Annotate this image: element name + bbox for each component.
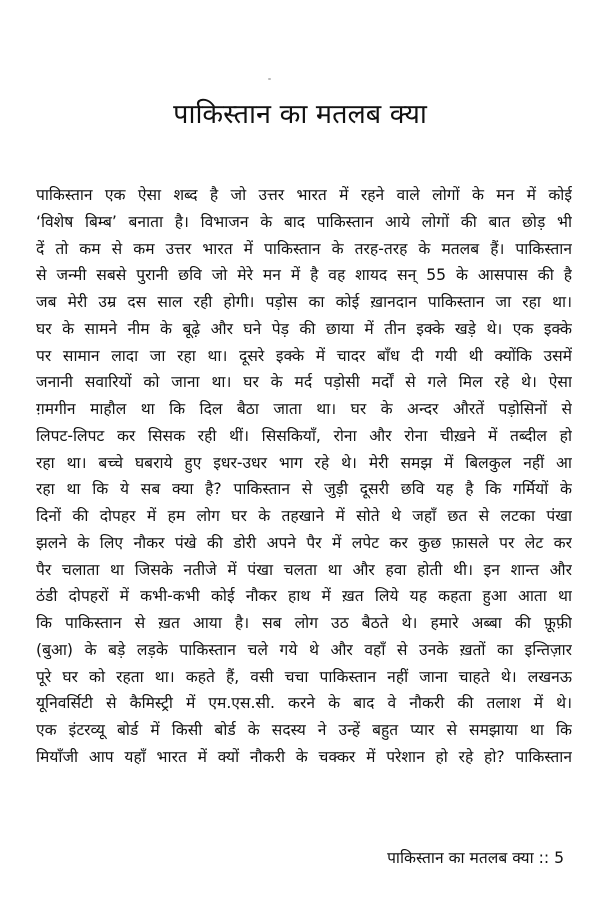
text-line: दिनों की दोपहर में हम लोग घर के तहखाने में सोते थे जहाँ छत से लटका पंखा [36, 507, 572, 525]
print-speck [268, 78, 271, 80]
text-line: रहा था कि ये सब क्या है? पाकिस्तान से जुड़ी दूसरी छवि यह है कि गर्मियों के [36, 480, 572, 499]
text-line: जनानी सवारियों को जाना था। घर के मर्द पड़ोसी मर्दों से गले मिल रहे थे। ऐसा [36, 373, 572, 392]
body-paragraph [36, 182, 572, 771]
page-footer [387, 846, 564, 870]
text-line: (बुआ) के बड़े लड़के पाकिस्तान चले गये थे और वहाँ से उनके ख़तों का इन्तिज़ार [36, 640, 572, 659]
text-line: जब मेरी उम्र दस साल रही होगी। पड़ोस का कोई ख़ानदान पाकिस्तान जा रहा था। [36, 293, 572, 311]
chapter-title: पाकिस्तान का मतलब क्या [173, 99, 427, 130]
text-line: दें तो कम से कम उत्तर भारत में पाकिस्तान के तरह-तरह के मतलब हैं। पाकिस्तान [36, 239, 572, 258]
text-line: पाकिस्तान एक ऐसा शब्द है जो उत्तर भारत में रहने वाले लोगों के मन में कोई [36, 186, 572, 204]
text-line: एक इंटरव्यू बोर्ड में किसी बोर्ड के सदस्य ने उन्हें बहुत प्यार से समझाया था कि [36, 721, 572, 739]
page-number: 5 [554, 849, 564, 867]
text-line: रहा था। बच्चे घबराये हुए इधर-उधर भाग रहे थे। मेरी समझ में बिलकुल नहीं आ [36, 453, 572, 472]
text-line: ‘विशेष बिम्ब’ बनाता है। विभाजन के बाद पाकिस्तान आये लोगों की बात छोड़ भी [36, 212, 572, 231]
text-line: पूरे घर को रहता था। कहते हैं, वसी चचा पाकिस्तान नहीं जाना चाहते थे। लखनऊ [36, 667, 572, 686]
text-line: लिपट-लिपट कर सिसक रही थीं। सिसकियाँ, रोना और रोना चीख़ने में तब्दील हो [36, 426, 572, 445]
text-line: पर सामान लादा जा रहा था। दूसरे इक्के में चादर बाँध दी गयी थी क्योंकि उसमें [36, 346, 572, 365]
text-line: घर के सामने नीम के बूढ़े और घने पेड़ की छाया में तीन इक्के खड़े थे। एक इक्के [36, 319, 572, 338]
running-title: पाकिस्तान का मतलब क्या [387, 849, 534, 867]
footer-separator: :: [538, 849, 550, 867]
text-line: झलने के लिए नौकर पंखे की डोरी अपने पैर में लपेट कर कुछ फ़ासले पर लेट कर [36, 533, 572, 552]
text-line: ठंडी दोपहरों में कभी-कभी कोई नौकर हाथ में ख़त लिये यह कहता हुआ आता था [36, 587, 572, 606]
text-line: कि पाकिस्तान से ख़त आया है। सब लोग उठ बैठते थे। हमारे अब्बा की फ़ूफ़ी [36, 614, 572, 632]
text-line: यूनिवर्सिटी से कैमिस्ट्री में एम.एस.सी. करने के बाद वे नौकरी की तलाश में थे। [36, 694, 572, 713]
text-line: मियाँजी आप यहाँ भारत में क्यों नौकरी के चक्कर में परेशान हो रहे हो? पाकिस्तान [36, 747, 572, 766]
text-line: पैर चलाता था जिसके नतीजे में पंखा चलता था और हवा होती थी। इन शान्त और [36, 560, 572, 579]
text-line: ग़मगीन माहौल था कि दिल बैठा जाता था। घर के अन्दर औरतें पड़ोसिनों से [36, 400, 572, 418]
text-line: से जन्मी सबसे पुरानी छवि जो मेरे मन में है वह शायद सन् 55 के आसपास की है [36, 266, 572, 285]
